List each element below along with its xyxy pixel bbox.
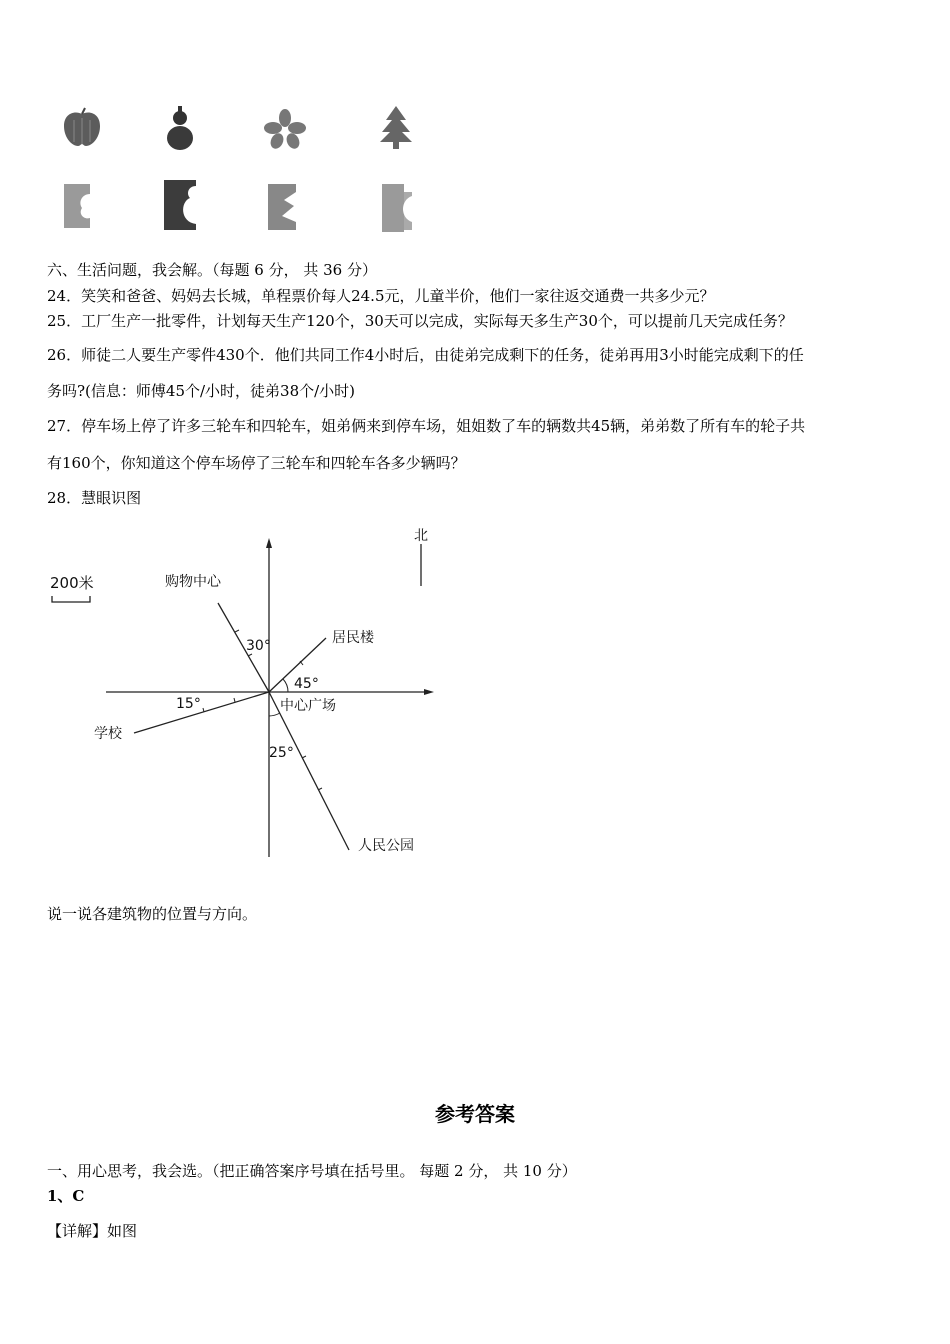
question-28: 28．慧眼识图 (47, 489, 142, 507)
park-angle: 25° (269, 745, 294, 761)
section6-title: 六、生活问题，我会解。（每题 6 分， 共 36 分） (47, 261, 377, 279)
question-28-prompt: 说一说各建筑物的位置与方向。 (47, 905, 258, 923)
question-27-line2: 有160个，你知道这个停车场停了三轮车和四轮车各多少辆吗？ (47, 454, 466, 472)
shopping-tick (235, 630, 239, 632)
folded-paper-apple-icon (62, 182, 100, 230)
folded-paper-gourd-icon (160, 178, 200, 232)
horizontal-axis-arrow (424, 689, 434, 695)
school-tick (234, 698, 235, 702)
tree-icon (376, 104, 416, 150)
center-label: 中心广场 (280, 698, 336, 714)
shopping-tick (248, 654, 252, 656)
residential-angle-arc (283, 679, 288, 692)
residential-angle: 45° (294, 676, 319, 692)
apple-icon (60, 106, 104, 150)
shopping-angle: 30° (246, 638, 271, 654)
answer-1: 1、C (47, 1187, 85, 1205)
answers-section1: 一、用心思考，我会选。（把正确答案序号填在括号里。 每题 2 分， 共 10 分） (47, 1162, 577, 1180)
park-line (269, 692, 349, 850)
north-label: 北 (414, 528, 428, 544)
scale-bar (52, 596, 90, 602)
school-line (134, 692, 269, 733)
question-26-line2: 务吗?(信息：师傅45个/小时，徒弟38个/小时) (47, 382, 356, 400)
folded-paper-flower-icon (266, 182, 302, 232)
question-25: 25．工厂生产一批零件，计划每天生产120个，30天可以完成，实际每天多生产30个，可以提前几天完成任务？ (47, 312, 793, 330)
residential-label: 居民楼 (332, 630, 374, 646)
question-27-line1: 27．停车场上停了许多三轮车和四轮车，姐弟俩来到停车场，姐姐数了车的辆数共45辆，弟弟数了所有车的轮子共 (47, 417, 806, 435)
park-angle-arc (269, 713, 280, 716)
shopping-label: 购物中心 (165, 574, 221, 590)
vertical-axis-arrow (266, 538, 272, 548)
direction-diagram (40, 520, 460, 865)
park-label: 人民公园 (358, 838, 414, 854)
question-26-line1: 26．师徒二人要生产零件430个．他们共同工作4小时后，由徒弟完成剩下的任务，徒弟再用3小时能完成剩下的任 (47, 346, 804, 364)
school-label: 学校 (94, 726, 122, 742)
school-angle: 15° (176, 696, 201, 712)
gourd-icon (160, 104, 200, 152)
folded-paper-tree-icon (378, 182, 416, 234)
question-24: 24．笑笑和爸爸、妈妈去长城，单程票价每人24.5元，儿童半价，他们一家往返交通费一共多少元？ (47, 287, 715, 305)
answers-title: 参考答案 (435, 1102, 515, 1126)
answer-detail: 【详解】如图 (47, 1222, 138, 1240)
scale-label: 200米 (50, 574, 94, 592)
flower-icon (262, 108, 308, 150)
